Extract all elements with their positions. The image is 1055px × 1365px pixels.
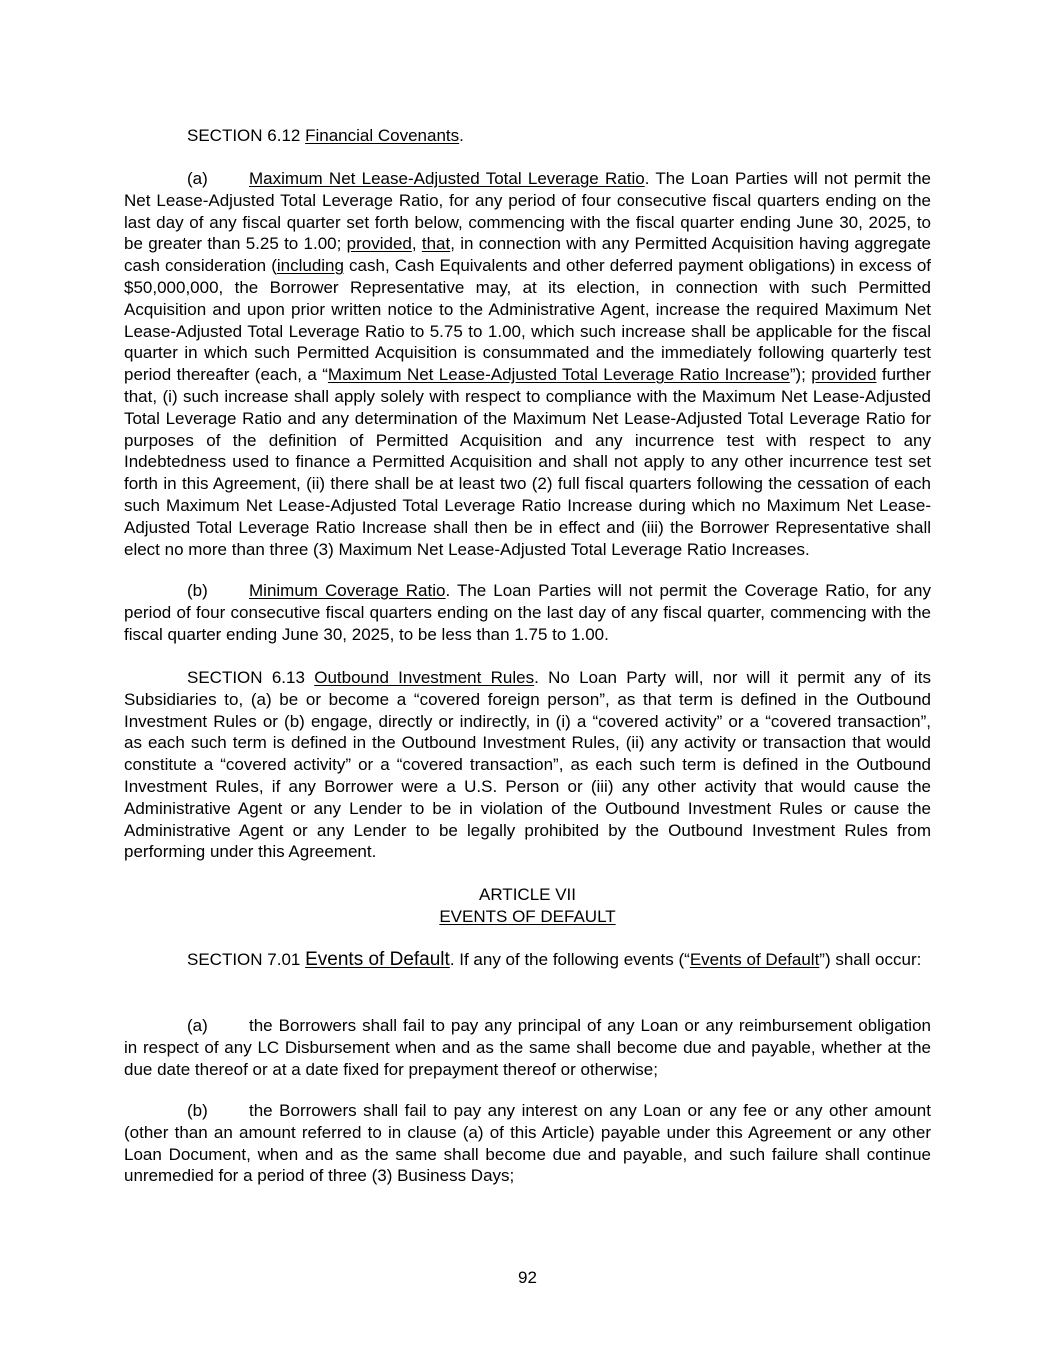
- section-number: SECTION 6.12: [187, 126, 306, 145]
- section-6-12-a-paragraph: (a) Maximum Net Lease-Adjusted Total Leverage Ratio. The Loan Parties will not permit the Net Lease-Adjusted Total Leverage Ratio, for any period of four consecutive fiscal quarters ending on the last day of any fiscal quarter set forth below, commencing with the fiscal quarter ending June 30, 2025, to be greater than 5.25 to 1.00; provided, that, in connection with any Permitted Acquisition having aggregate cash consideration (including cash, Cash Equivalents and other deferred payment obligations) in excess of $50,000,000, the Borrower Representative may, at its election, in connection with such Permitted Acquisition and upon prior written notice to the Administrative Agent, increase the required Maximum Net Lease-Adjusted Total Leverage Ratio to 5.75 to 1.00, which such increase shall be applicable for the fiscal quarter in which such Permitted Acquisition is consummated and the immediately following quarterly test period thereafter (each, a “Maximum Net Lease-Adjusted Total Leverage Ratio Increase”); provided further that, (i) such increase shall apply solely with respect to compliance with the Maximum Net Lease-Adjusted Total Leverage Ratio and any determination of the Maximum Net Lease-Adjusted Total Leverage Ratio for purposes of the definition of Permitted Acquisition and any incurrence test with respect to any Indebtedness used to finance a Permitted Acquisition and shall not apply to any other incurrence test set forth in this Agreement, (ii) there shall be at least two (2) full fiscal quarters following the cessation of each such Maximum Net Lease-Adjusted Total Leverage Ratio Increase during which no Maximum Net Lease-Adjusted Total Leverage Ratio Increase shall then be in effect and (iii) the Borrower Representative shall elect no more than three (3) Maximum Net Lease-Adjusted Total Leverage Ratio Increases.: [124, 169, 931, 559]
- section-6-12-heading: SECTION 6.12 Financial Covenants.: [187, 126, 464, 145]
- article-title: EVENTS OF DEFAULT: [439, 907, 616, 926]
- section-7-01-a-paragraph: (a) the Borrowers shall fail to pay any principal of any Loan or any reimbursement obligation in respect of any LC Disbursement when and as the same shall become due and payable, whether at the due date thereof or at a date fixed for prepayment thereof or otherwise;: [124, 1016, 931, 1079]
- section-title: Events of Default: [305, 949, 450, 970]
- section-title: Outbound Investment Rules: [314, 668, 535, 687]
- defined-term: provided: [811, 365, 877, 385]
- defined-term: Maximum Net Lease-Adjusted Total Leverage Ratio Increase: [327, 365, 790, 385]
- section-7-01-b-paragraph: (b) the Borrowers shall fail to pay any interest on any Loan or any fee or any other amount (other than an amount referred to in clause (a) of this Article) payable under this Agreement or any other Loan Document, when and as the same shall become due and payable, and such failure shall continue unremedied for a period of three (3) Business Days;: [124, 1101, 931, 1186]
- section-6-13-paragraph: SECTION 6.13 Outbound Investment Rules. No Loan Party will, nor will it permit any of its Subsidiaries to, (a) be or become a “covered foreign person”, as that term is defined in the Outbound Investment Rules or (b) engage, directly or indirectly, in (i) a “covered activity” or a “covered transaction”, as each such term is defined in the Outbound Investment Rules, (ii) any activity or transaction that would constitute a “covered activity” or a “covered transaction”, as each such term is defined in the Outbound Investment Rules, if any Borrower were a U.S. Person or (iii) any other activity that would cause the Administrative Agent or any Lender to be in violation of the Outbound Investment Rules or cause the Administrative Agent or any Lender to be legally prohibited by the Outbound Investment Rules from performing under this Agreement.: [124, 668, 931, 862]
- defined-term: that: [421, 234, 451, 254]
- section-title: Financial Covenants: [305, 126, 460, 145]
- clause-heading: Maximum Net Lease-Adjusted Total Leverage Ratio: [249, 169, 645, 188]
- defined-term: Events of Default: [689, 950, 820, 969]
- clause-label: (b): [187, 1101, 208, 1120]
- clause-label: (a): [187, 169, 208, 188]
- defined-term: provided: [346, 234, 412, 254]
- section-number: SECTION 7.01: [187, 950, 306, 969]
- clause-heading: Minimum Coverage Ratio: [249, 581, 446, 600]
- article-number: ARTICLE VII: [479, 885, 576, 904]
- defined-term: including: [276, 256, 344, 276]
- page-number: 92: [518, 1268, 537, 1287]
- section-6-12-b-paragraph: (b) Minimum Coverage Ratio. The Loan Parties will not permit the Coverage Ratio, for any period of four consecutive fiscal quarters ending on the last day of any fiscal quarter, commencing with the fiscal quarter ending June 30, 2025, to be less than 1.75 to 1.00.: [124, 581, 931, 644]
- section-number: SECTION 6.13: [187, 668, 315, 687]
- section-7-01-paragraph: SECTION 7.01 Events of Default. If any of the following events (“Events of Default”) shall occur:: [187, 949, 922, 970]
- clause-label: (b): [187, 581, 208, 600]
- clause-label: (a): [187, 1016, 208, 1035]
